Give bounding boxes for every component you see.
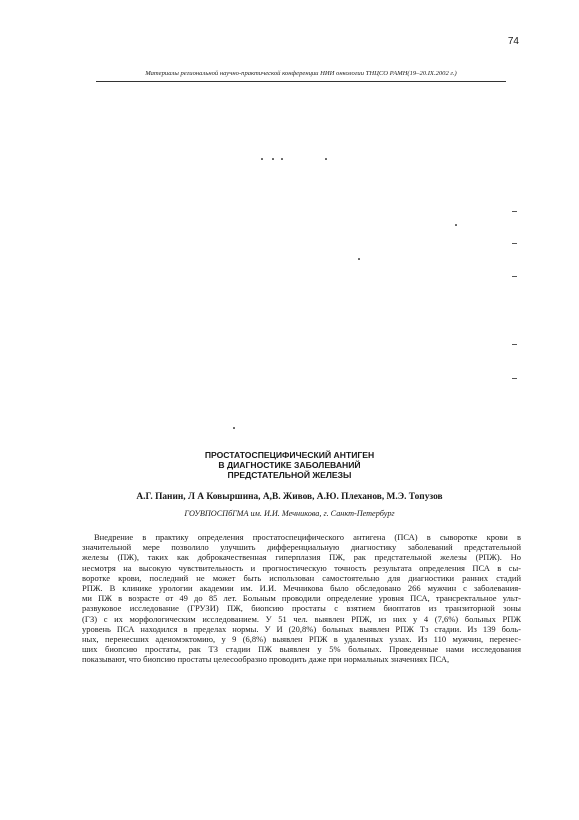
header-rule xyxy=(96,81,506,82)
scan-speck xyxy=(272,158,274,160)
body-line: ных, перенесших аденомэктомию, у 9 (6,8%) выявлен РПЖ в удаленных узлах. Из 110 мужчин, перенес- xyxy=(82,633,521,644)
body-line: уровень ПСА находился в пределах нормы. У И (20,8%) больных выявлен РПЖ Тз стадии. Из 139 боль- xyxy=(82,623,521,634)
article-body xyxy=(82,532,521,664)
body-line: развуковое исследование (ГРУЗИ) ПЖ, биопсию простаты с взятием биоптатов из транзиторной зоны xyxy=(82,603,521,614)
body-line: РПЖ. В клинике урологии академии им. И.И. Мечникова было обследовано 266 мужчин с заболевания- xyxy=(82,582,521,593)
scan-speck xyxy=(512,378,517,379)
body-line: ми ПЖ в возрасте от 49 до 85 лет. Больным проводили определение уровня ПСА, трансректальное ульт- xyxy=(82,593,521,604)
article-authors: А.Г. Панин, Л А Ковыршина, А,В. Живов, А.Ю. Плеханов, М.Э. Топузов xyxy=(136,492,443,502)
scan-speck xyxy=(512,211,517,212)
scan-speck xyxy=(281,158,283,160)
article-affiliation: ГОУВПОСПбГМА им. И.И. Мечникова, г. Санкт-Петербург xyxy=(184,509,395,518)
running-header: Материалы региональной научно-практической конференции НИИ онкологии ТНЦСО РАМН(19–20.IX.2002 г.) xyxy=(145,70,457,77)
body-line: несмотря на высокую чувствительность и прогностическую точность результата определения ПСА в сы- xyxy=(82,562,521,573)
article-title xyxy=(0,450,579,480)
body-line: железы (ПЖ), таких как доброкачественная гиперплазия ПЖ, рак предстательной железы (РПЖ). Но xyxy=(82,552,521,563)
scan-speck xyxy=(325,158,327,160)
body-line: показывают, что биопсию простаты целесообразно проводить даже при нормальных значениях ПСА, xyxy=(82,654,450,665)
scan-speck xyxy=(512,344,517,345)
scan-speck xyxy=(455,224,457,226)
body-line: (ГЗ) с их морфологическим исследованием. У 51 чел. выявлен РПЖ, из них у 4 (7,6%) больных РПЖ xyxy=(82,613,521,624)
article-title-line: ПРОСТАТОСПЕЦИФИЧЕСКИЙ АНТИГЕН xyxy=(204,450,375,460)
body-line: воротке крови, последний не может быть использован самостоятельно для диагностики ранних стадий xyxy=(82,572,521,583)
article-title-line: ПРЕДСТАТЕЛЬНОЙ ЖЕЛЕЗЫ xyxy=(227,470,352,480)
scan-speck xyxy=(512,243,517,244)
body-line: значительной мере позволило улучшить дифференциальную диагностику заболеваний предстательной xyxy=(82,542,521,553)
page-number: 74 xyxy=(507,36,519,47)
scan-speck xyxy=(261,158,263,160)
body-line: Внедрение в практику определения простатоспецифического антигена (ПСА) в сыворотке крови в xyxy=(94,532,521,542)
scan-speck xyxy=(512,276,517,277)
scan-speck xyxy=(233,427,235,429)
article-title-line: В ДИАГНОСТИКЕ ЗАБОЛЕВАНИЙ xyxy=(218,460,361,470)
scan-speck xyxy=(358,258,360,260)
body-line: ших биопсию простаты, рак ТЗ стадии ПЖ выявлен у 5% больных. Проведенные нами исследования xyxy=(82,644,521,655)
